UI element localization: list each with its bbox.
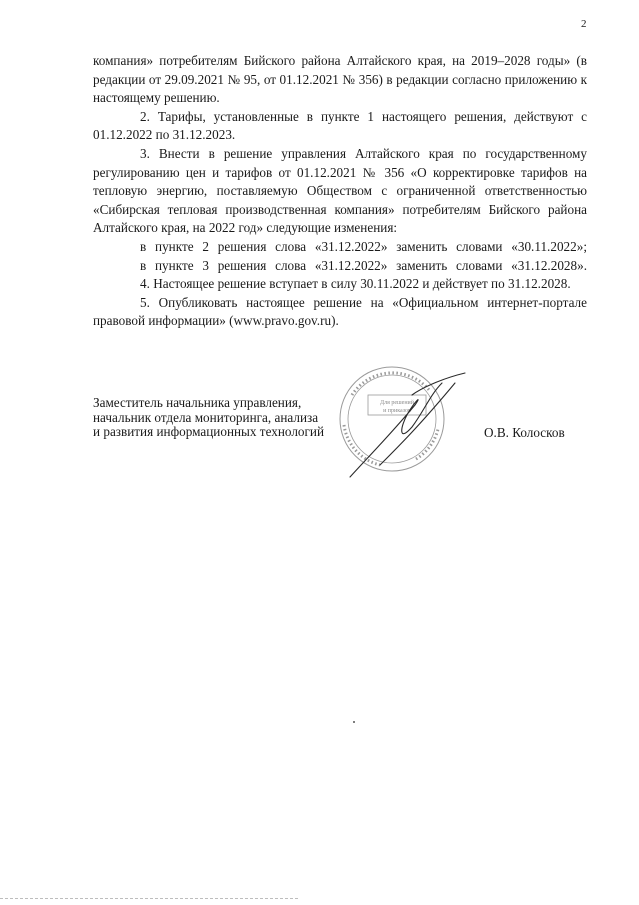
document-body	[93, 52, 587, 331]
scan-speck	[353, 721, 355, 723]
signer-title-line: Заместитель начальника управления,	[93, 395, 302, 410]
signature-block	[93, 396, 324, 440]
svg-text:Для решений: Для решений	[380, 400, 414, 406]
official-seal-and-signature	[320, 355, 470, 485]
paragraph-continuation: компания» потребителям Бийского района Алтайского края, на 2019–2028 годы» (в редакции от 29.09.2021 № 95, от 01.12.2021 № 356) в редакции согласно приложению к настоящему решению.	[93, 53, 587, 106]
page-number: 2	[581, 18, 587, 30]
scan-edge-artifact	[0, 898, 300, 899]
amendment-line-1: в пункте 2 решения слова «31.12.2022» заменить словами «30.11.2022»;	[140, 238, 587, 254]
paragraph-item-3: 3. Внести в решение управления Алтайского края по государственному регулированию цен и тарифов от 01.12.2021 № 356 «О корректировке тарифов на тепловую энергию, поставляемую Обществом с ограниченной ответственностью «Сибирская тепловая производственная компания» потребителям Бийского района Алтайского края, на 2022 год» следующие изменения:	[93, 145, 587, 236]
paragraph-item-5: 5. Опубликовать настоящее решение на «Официальном интернет-портале правовой информации» (www.pravo.gov.ru).	[93, 294, 587, 329]
paragraph-item-2: 2. Тарифы, установленные в пункте 1 настоящего решения, действуют с 01.12.2022 по 31.12.2023.	[93, 108, 587, 143]
signer-title-line: и развития информационных технологий	[93, 424, 325, 439]
signer-name: О.В. Колосков	[484, 425, 565, 440]
svg-text:и приказов: и приказов	[383, 408, 411, 414]
amendment-line-2: в пункте 3 решения слова «31.12.2022» заменить словами «31.12.2028».	[140, 257, 587, 273]
paragraph-item-4: 4. Настоящее решение вступает в силу 30.11.2022 и действует по 31.12.2028.	[140, 276, 571, 292]
signer-title-line: начальник отдела мониторинга, анализа	[93, 409, 319, 425]
